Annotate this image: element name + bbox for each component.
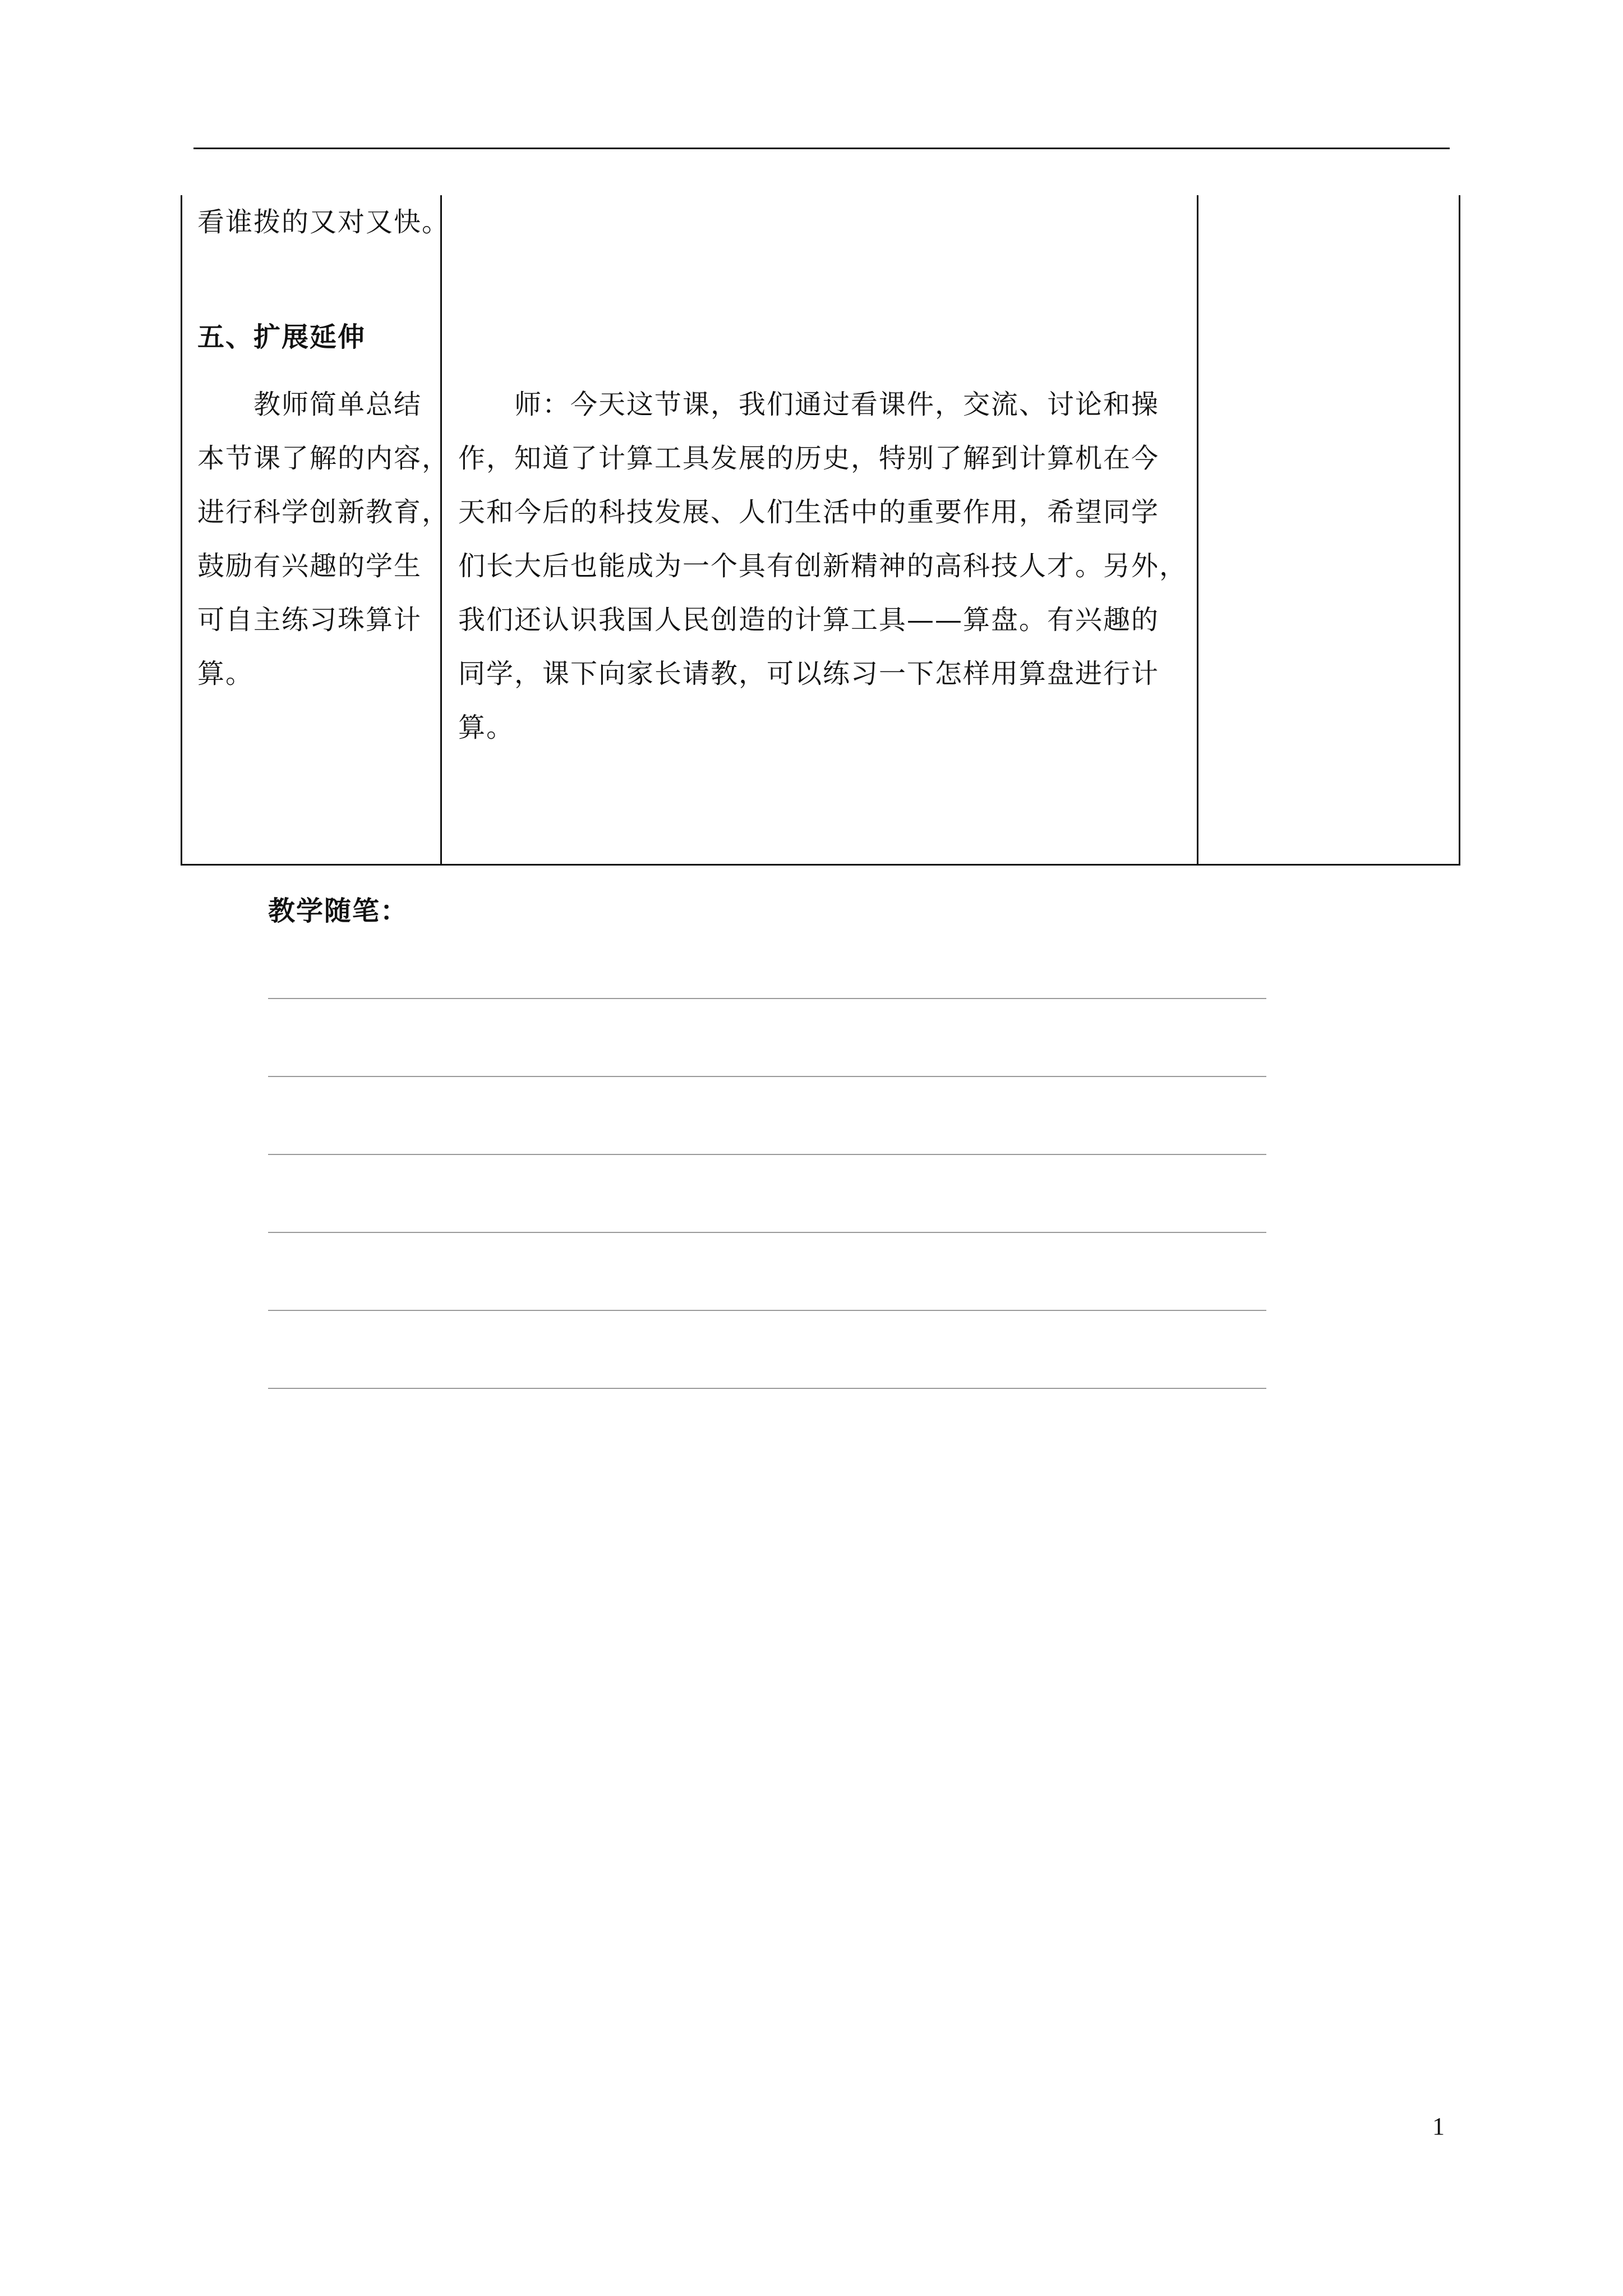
col1-top-line: 看谁拨的又对又快。	[197, 206, 450, 238]
col1-line: 教师简单总结	[197, 389, 422, 420]
lesson-table	[181, 195, 1460, 866]
page-number: 1	[1432, 2113, 1445, 2140]
note-writing-line	[268, 1310, 1266, 1311]
table-border-left	[181, 195, 182, 866]
col1-line: 进行科学创新教育，	[197, 496, 450, 528]
col2-line: 们长大后也能成为一个具有创新精神的高科技人才。另外，	[458, 550, 1188, 582]
col1-line: 可自主练习珠算计	[197, 604, 422, 636]
col1-line: 本节课了解的内容，	[197, 443, 450, 474]
notes-title: 教学随笔：	[268, 895, 409, 927]
header-rule	[193, 148, 1450, 149]
col2-line: 同学，课下向家长请教，可以练习一下怎样用算盘进行计	[458, 658, 1160, 689]
note-writing-line	[268, 1076, 1266, 1077]
note-writing-line	[268, 1232, 1266, 1233]
col2-line: 我们还认识我国人民创造的计算工具——算盘。有兴趣的	[458, 604, 1160, 636]
col2-line: 算。	[458, 712, 515, 743]
col2-line: 师：今天这节课，我们通过看课件，交流、讨论和操	[458, 389, 1160, 420]
note-writing-line	[268, 998, 1266, 999]
table-border-right	[1459, 195, 1460, 866]
col1-line: 算。	[197, 658, 254, 689]
note-writing-line	[268, 1388, 1266, 1389]
table-divider-1	[440, 195, 442, 866]
col1-line: 鼓励有兴趣的学生	[197, 550, 422, 582]
col2-line: 作，知道了计算工具发展的历史，特别了解到计算机在今	[458, 443, 1160, 474]
note-writing-line	[268, 1154, 1266, 1155]
section-heading: 五、扩展延伸	[197, 321, 366, 353]
table-border-bottom	[181, 864, 1460, 866]
col2-line: 天和今后的科技发展、人们生活中的重要作用，希望同学	[458, 496, 1160, 528]
